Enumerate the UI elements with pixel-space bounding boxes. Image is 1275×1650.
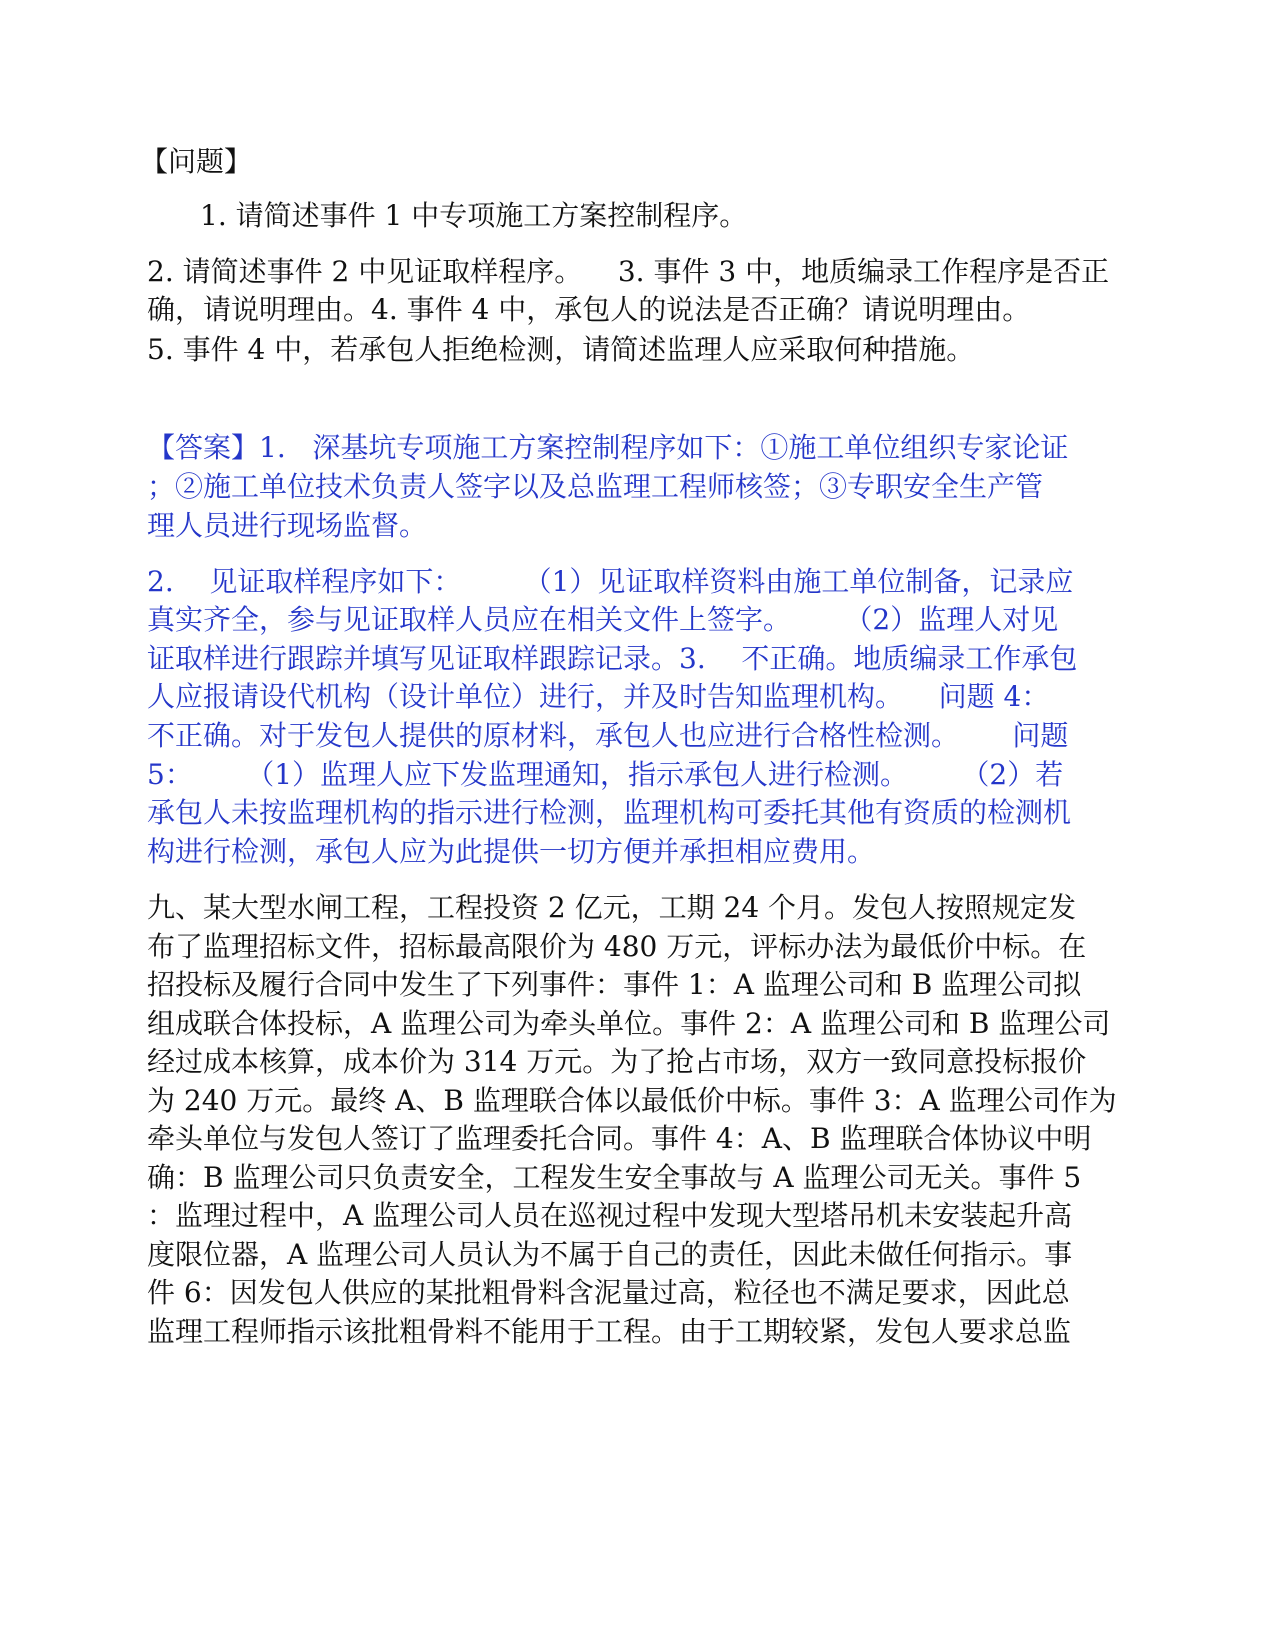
- section9-line: 为 240 万元。最终 A、B 监理联合体以最低价中标。事件 3：A 监理公司作为: [147, 1084, 1117, 1117]
- question-line: 2. 请简述事件 2 中见证取样程序。 3. 事件 3 中，地质编录工作程序是否正: [147, 255, 1110, 288]
- questions-heading: 【问题】: [140, 145, 253, 178]
- answer-line: 构进行检测，承包人应为此提供一切方便并承担相应费用。: [147, 835, 876, 868]
- answer-line: 2. 见证取样程序如下： （1）见证取样资料由施工单位制备，记录应: [147, 565, 1074, 598]
- section9-line: ：监理过程中，A 监理公司人员在巡视过程中发现大型塔吊机未安装起升高: [147, 1199, 1073, 1232]
- section9-line: 牵头单位与发包人签订了监理委托合同。事件 4：A、B 监理联合体协议中明: [147, 1122, 1092, 1155]
- question-line: 确，请说明理由。4. 事件 4 中，承包人的说法是否正确？请说明理由。: [147, 293, 1031, 326]
- section9-line: 招投标及履行合同中发生了下列事件：事件 1：A 监理公司和 B 监理公司拟: [147, 968, 1082, 1001]
- section9-line: 组成联合体投标，A 监理公司为牵头单位。事件 2：A 监理公司和 B 监理公司: [147, 1007, 1111, 1040]
- section9-line: 布了监理招标文件，招标最高限价为 480 万元，评标办法为最低价中标。在: [147, 930, 1087, 963]
- answer-line: 理人员进行现场监督。: [147, 509, 428, 542]
- question-line: 5. 事件 4 中，若承包人拒绝检测，请简述监理人应采取何种措施。: [147, 333, 975, 366]
- answer-line: 5： （1）监理人应下发监理通知，指示承包人进行检测。 （2）若: [147, 758, 1064, 791]
- answer-line: 真实齐全，参与见证取样人员应在相关文件上签字。 （2）监理人对见: [147, 603, 1059, 636]
- answer-line: 不正确。对于发包人提供的原材料，承包人也应进行合格性检测。 问题: [147, 719, 1069, 752]
- answer-line: ；②施工单位技术负责人签字以及总监理工程师核签；③专职安全生产管: [147, 470, 1044, 503]
- answer-line: 承包人未按监理机构的指示进行检测，监理机构可委托其他有资质的检测机: [147, 796, 1072, 829]
- section9-line: 经过成本核算，成本价为 314 万元。为了抢占市场，双方一致同意投标报价: [147, 1045, 1087, 1078]
- answer-line: 人应报请设代机构（设计单位）进行，并及时告知监理机构。 问题 4：: [147, 680, 1050, 713]
- section9-line: 度限位器，A 监理公司人员认为不属于自己的责任，因此未做任何指示。事: [147, 1238, 1073, 1271]
- section9-line: 监理工程师指示该批粗骨料不能用于工程。由于工期较紧，发包人要求总监: [147, 1315, 1072, 1348]
- section9-line: 件 6：因发包人供应的某批粗骨料含泥量过高，粒径也不满足要求，因此总: [147, 1276, 1070, 1309]
- answer-line: 证取样进行跟踪并填写见证取样跟踪记录。3. 不正确。地质编录工作承包: [147, 642, 1078, 675]
- question-1: 1. 请简述事件 1 中专项施工方案控制程序。: [200, 199, 748, 232]
- answer-line: 【答案】1. 深基坑专项施工方案控制程序如下：①施工单位组织专家论证: [147, 431, 1069, 464]
- section9-line: 九、某大型水闸工程，工程投资 2 亿元，工期 24 个月。发包人按照规定发: [147, 891, 1077, 924]
- section9-line: 确：B 监理公司只负责安全，工程发生安全事故与 A 监理公司无关。事件 5: [147, 1161, 1082, 1194]
